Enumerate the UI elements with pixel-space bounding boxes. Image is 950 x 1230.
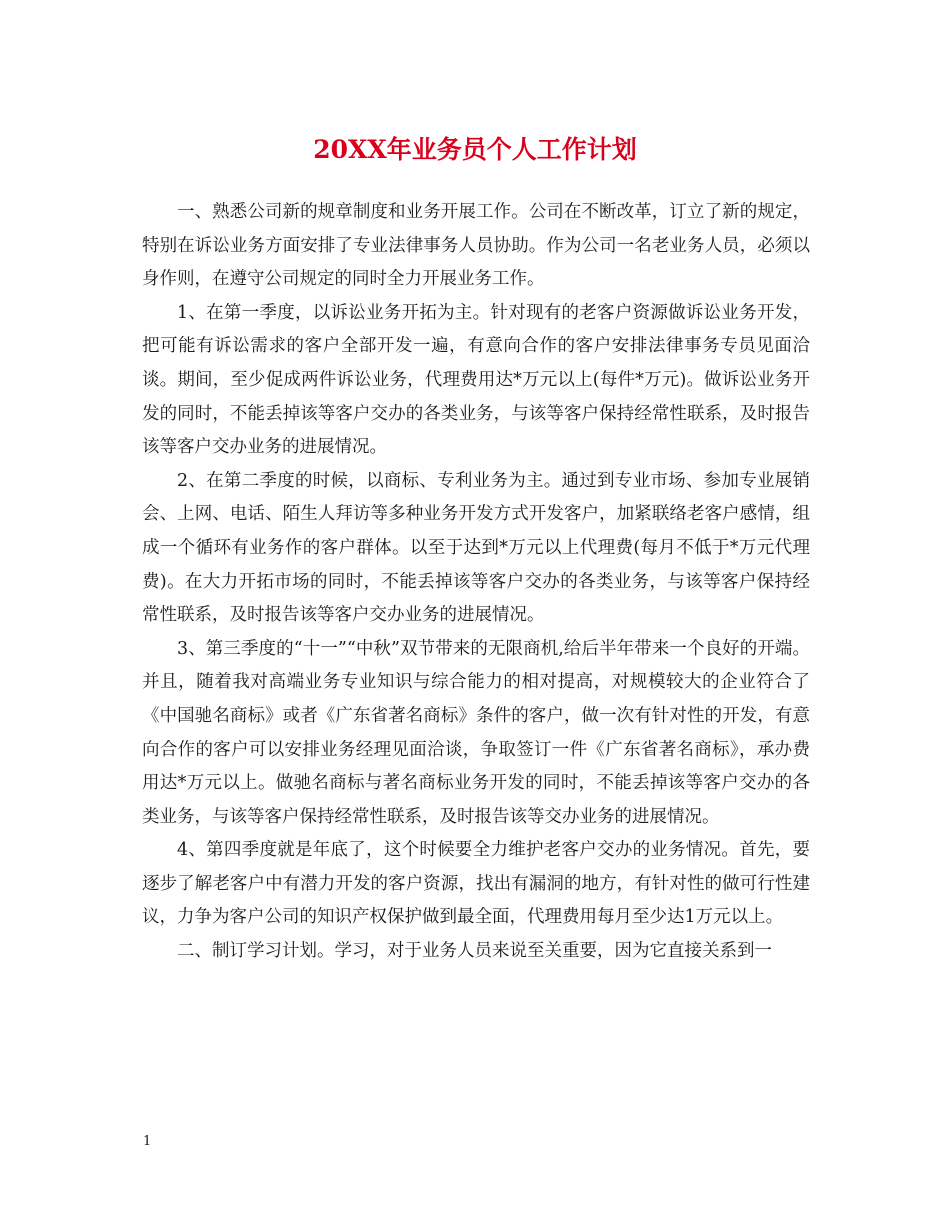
page-number: 1 [143,1134,152,1149]
paragraph-first-quarter: 1、在第一季度，以诉讼业务开拓为主。针对现有的老客户资源做诉讼业务开发，把可能有诉讼需求的客户全部开发一遍，有意向合作的客户安排法律事务专员见面洽谈。期间，至少促成两件诉讼业务，代理费用达*万元以上(每件*万元)。做诉讼业务开发的同时，不能丢掉该等客户交办的各类业务，与该等客户保持经常性联系，及时报告该等客户交办业务的进展情况。 [142,302,810,458]
paragraph-fourth-quarter: 4、第四季度就是年底了，这个时候要全力维护老客户交办的业务情况。首先，要逐步了解老客户中有潜力开发的客户资源，找出有漏洞的地方，有针对性的做可行性建议，力争为客户公司的知识产权保护做到最全面，代理费用每月至少达1万元以上。 [142,840,810,928]
paragraph-third-quarter: 3、第三季度的“十一”“中秋”双节带来的无限商机,给后半年带来一个良好的开端。并且，随着我对高端业务专业知识与综合能力的相对提高，对规模较大的企业符合了《中国驰名商标》或者《广东省著名商标》条件的客户，做一次有针对性的开发，有意向合作的客户可以安排业务经理见面洽谈，争取签订一件《广东省著名商标》，承办费用达*万元以上。做驰名商标与著名商标业务开发的同时，不能丢掉该等客户交办的各类业务，与该等客户保持经常性联系，及时报告该等交办业务的进展情况。 [142,638,810,827]
document-title: 20XX年业务员个人工作计划 [313,135,637,164]
document-body [142,196,810,969]
paragraph-company-rules: 一、熟悉公司新的规章制度和业务开展工作。公司在不断改革，订立了新的规定，特别在诉讼业务方面安排了专业法律事务人员协助。作为公司一名老业务人员，必须以身作则，在遵守公司规定的同时全力开展业务工作。 [142,202,810,290]
paragraph-study-plan: 二、制订学习计划。学习，对于业务人员来说至关重要，因为它直接关系到一 [177,941,772,962]
paragraph-second-quarter: 2、在第二季度的时候，以商标、专利业务为主。通过到专业市场、参加专业展销会、上网、电话、陌生人拜访等多种业务开发方式开发客户，加紧联络老客户感情，组成一个循环有业务作的客户群体。以至于达到*万元以上代理费(每月不低于*万元代理费)。在大力开拓市场的同时，不能丢掉该等客户交办的各类业务，与该等客户保持经常性联系，及时报告该等客户交办业务的进展情况。 [142,470,810,626]
